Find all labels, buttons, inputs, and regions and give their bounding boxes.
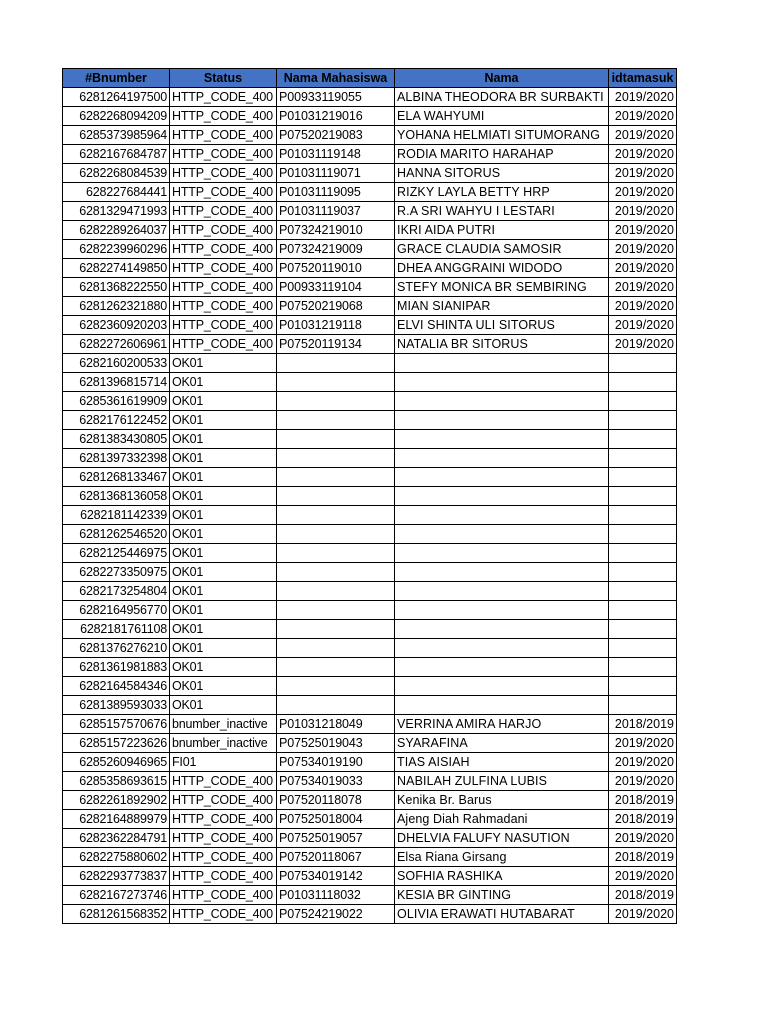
cell-nama[interactable]: NABILAH ZULFINA LUBIS <box>395 772 609 791</box>
table-row <box>63 791 677 810</box>
cell-bnumber[interactable]: 6282164584346 <box>63 677 170 696</box>
cell-status[interactable]: HTTP_CODE_400 <box>170 278 277 297</box>
table-row <box>63 525 677 544</box>
cell-bnumber[interactable]: 6281262321880 <box>63 297 170 316</box>
cell-idtamasuk[interactable] <box>609 563 677 582</box>
cell-bnumber[interactable]: 6281262546520 <box>63 525 170 544</box>
cell-status[interactable]: HTTP_CODE_400 <box>170 221 277 240</box>
cell-status[interactable]: HTTP_CODE_400 <box>170 240 277 259</box>
cell-bnumber[interactable]: 6285361619909 <box>63 392 170 411</box>
cell-status[interactable]: HTTP_CODE_400 <box>170 772 277 791</box>
cell-nama[interactable]: R.A SRI WAHYU I LESTARI <box>395 202 609 221</box>
cell-idtamasuk[interactable]: 2019/2020 <box>609 278 677 297</box>
cell-status[interactable]: OK01 <box>170 544 277 563</box>
cell-idtamasuk[interactable] <box>609 487 677 506</box>
cell-bnumber[interactable]: 6281397332398 <box>63 449 170 468</box>
table-row <box>63 829 677 848</box>
cell-idtamasuk[interactable] <box>609 544 677 563</box>
cell-nama[interactable] <box>395 411 609 430</box>
table-row <box>63 316 677 335</box>
table-row <box>63 259 677 278</box>
cell-bnumber[interactable]: 6282164889979 <box>63 810 170 829</box>
cell-nama[interactable] <box>395 525 609 544</box>
cell-nama-mahasiswa[interactable]: P07520118067 <box>277 848 395 867</box>
cell-idtamasuk[interactable]: 2019/2020 <box>609 126 677 145</box>
cell-nama-mahasiswa[interactable]: P07324219010 <box>277 221 395 240</box>
cell-idtamasuk[interactable] <box>609 392 677 411</box>
cell-idtamasuk[interactable] <box>609 468 677 487</box>
cell-nama-mahasiswa[interactable] <box>277 544 395 563</box>
cell-idtamasuk[interactable]: 2019/2020 <box>609 259 677 278</box>
cell-nama[interactable] <box>395 506 609 525</box>
table-row <box>63 772 677 791</box>
cell-bnumber[interactable]: 6281389593033 <box>63 696 170 715</box>
table-row <box>63 620 677 639</box>
table-row <box>63 886 677 905</box>
cell-nama-mahasiswa[interactable]: P01031219118 <box>277 316 395 335</box>
table-row <box>63 582 677 601</box>
cell-status[interactable]: OK01 <box>170 525 277 544</box>
cell-bnumber[interactable]: 6285157570676 <box>63 715 170 734</box>
cell-bnumber[interactable]: 6282362284791 <box>63 829 170 848</box>
cell-nama[interactable]: VERRINA AMIRA HARJO <box>395 715 609 734</box>
cell-bnumber[interactable]: 6281376276210 <box>63 639 170 658</box>
cell-idtamasuk[interactable] <box>609 506 677 525</box>
cell-bnumber[interactable]: 6281383430805 <box>63 430 170 449</box>
table-row <box>63 107 677 126</box>
cell-nama-mahasiswa[interactable]: P01031118032 <box>277 886 395 905</box>
cell-status[interactable]: OK01 <box>170 392 277 411</box>
header-row <box>63 69 677 88</box>
cell-status[interactable]: OK01 <box>170 658 277 677</box>
table-row <box>63 563 677 582</box>
header-status[interactable]: Status <box>170 69 277 88</box>
cell-nama-mahasiswa[interactable]: P00933119055 <box>277 88 395 107</box>
cell-nama-mahasiswa[interactable] <box>277 582 395 601</box>
table-row <box>63 506 677 525</box>
cell-nama[interactable] <box>395 430 609 449</box>
cell-nama-mahasiswa[interactable] <box>277 696 395 715</box>
cell-idtamasuk[interactable]: 2019/2020 <box>609 88 677 107</box>
cell-idtamasuk[interactable]: 2019/2020 <box>609 753 677 772</box>
cell-nama[interactable]: TIAS AISIAH <box>395 753 609 772</box>
table-row <box>63 221 677 240</box>
cell-bnumber[interactable]: 6281261568352 <box>63 905 170 924</box>
cell-idtamasuk[interactable] <box>609 696 677 715</box>
cell-nama-mahasiswa[interactable] <box>277 354 395 373</box>
cell-bnumber[interactable]: 6282272606961 <box>63 335 170 354</box>
table-row <box>63 145 677 164</box>
cell-nama-mahasiswa[interactable] <box>277 373 395 392</box>
table-row <box>63 810 677 829</box>
cell-nama-mahasiswa[interactable]: P07520119010 <box>277 259 395 278</box>
cell-bnumber[interactable]: 6282274149850 <box>63 259 170 278</box>
cell-idtamasuk[interactable] <box>609 449 677 468</box>
table-row <box>63 639 677 658</box>
cell-status[interactable]: OK01 <box>170 373 277 392</box>
cell-nama[interactable] <box>395 601 609 620</box>
cell-nama-mahasiswa[interactable]: P01031119071 <box>277 164 395 183</box>
cell-nama-mahasiswa[interactable] <box>277 392 395 411</box>
table-row <box>63 373 677 392</box>
cell-bnumber[interactable]: 6282293773837 <box>63 867 170 886</box>
cell-nama-mahasiswa[interactable]: P01031218049 <box>277 715 395 734</box>
cell-idtamasuk[interactable] <box>609 658 677 677</box>
cell-nama[interactable] <box>395 449 609 468</box>
cell-nama[interactable]: NATALIA BR SITORUS <box>395 335 609 354</box>
cell-nama[interactable]: YOHANA HELMIATI SITUMORANG <box>395 126 609 145</box>
cell-nama-mahasiswa[interactable] <box>277 639 395 658</box>
data-table <box>62 68 677 924</box>
cell-bnumber[interactable]: 6285157223626 <box>63 734 170 753</box>
cell-bnumber[interactable]: 6282125446975 <box>63 544 170 563</box>
cell-nama[interactable]: ELVI SHINTA ULI SITORUS <box>395 316 609 335</box>
table-row <box>63 88 677 107</box>
cell-nama-mahasiswa[interactable] <box>277 563 395 582</box>
cell-nama[interactable]: GRACE CLAUDIA SAMOSIR <box>395 240 609 259</box>
cell-nama[interactable] <box>395 487 609 506</box>
cell-status[interactable]: OK01 <box>170 601 277 620</box>
cell-nama-mahasiswa[interactable] <box>277 506 395 525</box>
cell-nama-mahasiswa[interactable]: P07534019142 <box>277 867 395 886</box>
cell-status[interactable]: HTTP_CODE_400 <box>170 886 277 905</box>
cell-idtamasuk[interactable]: 2019/2020 <box>609 202 677 221</box>
cell-bnumber[interactable]: 628227684441 <box>63 183 170 202</box>
cell-nama-mahasiswa[interactable]: P07324219009 <box>277 240 395 259</box>
cell-nama[interactable]: ELA WAHYUMI <box>395 107 609 126</box>
cell-idtamasuk[interactable]: 2019/2020 <box>609 240 677 259</box>
cell-bnumber[interactable]: 6282181142339 <box>63 506 170 525</box>
cell-idtamasuk[interactable] <box>609 601 677 620</box>
cell-idtamasuk[interactable] <box>609 620 677 639</box>
cell-status[interactable]: bnumber_inactive <box>170 715 277 734</box>
table-row <box>63 487 677 506</box>
cell-status[interactable]: OK01 <box>170 354 277 373</box>
table-body <box>63 88 677 924</box>
table-row <box>63 183 677 202</box>
cell-status[interactable]: HTTP_CODE_400 <box>170 335 277 354</box>
cell-nama-mahasiswa[interactable] <box>277 487 395 506</box>
cell-nama[interactable] <box>395 582 609 601</box>
cell-bnumber[interactable]: 6282164956770 <box>63 601 170 620</box>
cell-nama[interactable]: Kenika Br. Barus <box>395 791 609 810</box>
cell-nama[interactable]: Ajeng Diah Rahmadani <box>395 810 609 829</box>
cell-nama[interactable] <box>395 354 609 373</box>
cell-nama[interactable] <box>395 373 609 392</box>
table-row <box>63 335 677 354</box>
cell-nama-mahasiswa[interactable] <box>277 411 395 430</box>
cell-nama-mahasiswa[interactable]: P07534019033 <box>277 772 395 791</box>
cell-idtamasuk[interactable]: 2019/2020 <box>609 183 677 202</box>
cell-nama[interactable]: SYARAFINA <box>395 734 609 753</box>
table-row <box>63 601 677 620</box>
cell-nama-mahasiswa[interactable]: P01031119148 <box>277 145 395 164</box>
cell-bnumber[interactable]: 6281361981883 <box>63 658 170 677</box>
cell-bnumber[interactable]: 6282268084539 <box>63 164 170 183</box>
cell-nama[interactable]: DHELVIA FALUFY NASUTION <box>395 829 609 848</box>
cell-nama-mahasiswa[interactable] <box>277 677 395 696</box>
cell-nama[interactable]: ALBINA THEODORA BR SURBAKTI <box>395 88 609 107</box>
table-row <box>63 240 677 259</box>
cell-bnumber[interactable]: 6282289264037 <box>63 221 170 240</box>
cell-nama-mahasiswa[interactable]: P07525019043 <box>277 734 395 753</box>
cell-status[interactable]: HTTP_CODE_400 <box>170 297 277 316</box>
table-row <box>63 696 677 715</box>
cell-nama[interactable] <box>395 392 609 411</box>
cell-nama[interactable]: KESIA BR GINTING <box>395 886 609 905</box>
cell-bnumber[interactable]: 6282360920203 <box>63 316 170 335</box>
cell-status[interactable]: HTTP_CODE_400 <box>170 259 277 278</box>
cell-nama-mahasiswa[interactable]: P00933119104 <box>277 278 395 297</box>
cell-nama-mahasiswa[interactable]: P07524219022 <box>277 905 395 924</box>
cell-bnumber[interactable]: 6281268133467 <box>63 468 170 487</box>
table-row <box>63 278 677 297</box>
cell-bnumber[interactable]: 6285358693615 <box>63 772 170 791</box>
table-row <box>63 449 677 468</box>
cell-nama[interactable]: IKRI AIDA PUTRI <box>395 221 609 240</box>
table-row <box>63 411 677 430</box>
cell-status[interactable]: HTTP_CODE_400 <box>170 848 277 867</box>
cell-bnumber[interactable]: 6281329471993 <box>63 202 170 221</box>
cell-nama-mahasiswa[interactable]: P07525018004 <box>277 810 395 829</box>
table-row <box>63 715 677 734</box>
cell-idtamasuk[interactable] <box>609 373 677 392</box>
cell-nama[interactable]: RIZKY LAYLA BETTY HRP <box>395 183 609 202</box>
cell-status[interactable]: HTTP_CODE_400 <box>170 316 277 335</box>
cell-nama-mahasiswa[interactable]: P07525019057 <box>277 829 395 848</box>
cell-status[interactable]: HTTP_CODE_400 <box>170 183 277 202</box>
cell-idtamasuk[interactable]: 2019/2020 <box>609 297 677 316</box>
cell-status[interactable]: OK01 <box>170 620 277 639</box>
cell-status[interactable]: OK01 <box>170 449 277 468</box>
cell-idtamasuk[interactable]: 2019/2020 <box>609 734 677 753</box>
cell-idtamasuk[interactable] <box>609 677 677 696</box>
cell-status[interactable]: FI01 <box>170 753 277 772</box>
cell-nama[interactable]: OLIVIA ERAWATI HUTABARAT <box>395 905 609 924</box>
cell-status[interactable]: HTTP_CODE_400 <box>170 145 277 164</box>
cell-idtamasuk[interactable]: 2019/2020 <box>609 905 677 924</box>
cell-status[interactable]: HTTP_CODE_400 <box>170 202 277 221</box>
cell-nama-mahasiswa[interactable]: P07534019190 <box>277 753 395 772</box>
cell-bnumber[interactable]: 6282176122452 <box>63 411 170 430</box>
cell-status[interactable]: OK01 <box>170 677 277 696</box>
cell-idtamasuk[interactable] <box>609 430 677 449</box>
table-row <box>63 430 677 449</box>
cell-idtamasuk[interactable] <box>609 354 677 373</box>
cell-bnumber[interactable]: 6282181761108 <box>63 620 170 639</box>
cell-nama[interactable] <box>395 639 609 658</box>
cell-idtamasuk[interactable]: 2018/2019 <box>609 848 677 867</box>
cell-status[interactable]: HTTP_CODE_400 <box>170 88 277 107</box>
cell-idtamasuk[interactable]: 2018/2019 <box>609 791 677 810</box>
cell-status[interactable]: HTTP_CODE_400 <box>170 829 277 848</box>
cell-idtamasuk[interactable]: 2019/2020 <box>609 867 677 886</box>
cell-bnumber[interactable]: 6282167684787 <box>63 145 170 164</box>
cell-nama[interactable] <box>395 696 609 715</box>
cell-nama[interactable]: Elsa Riana Girsang <box>395 848 609 867</box>
cell-idtamasuk[interactable] <box>609 582 677 601</box>
cell-nama-mahasiswa[interactable]: P07520219083 <box>277 126 395 145</box>
cell-nama[interactable] <box>395 468 609 487</box>
table-row <box>63 392 677 411</box>
cell-nama-mahasiswa[interactable]: P07520219068 <box>277 297 395 316</box>
cell-bnumber[interactable]: 6281368222550 <box>63 278 170 297</box>
header-nama-mahasiswa[interactable]: Nama Mahasiswa <box>277 69 395 88</box>
cell-nama-mahasiswa[interactable] <box>277 468 395 487</box>
cell-bnumber[interactable]: 6282275880602 <box>63 848 170 867</box>
cell-status[interactable]: HTTP_CODE_400 <box>170 867 277 886</box>
table-row <box>63 126 677 145</box>
cell-nama[interactable] <box>395 544 609 563</box>
cell-status[interactable]: OK01 <box>170 506 277 525</box>
cell-bnumber[interactable]: 6285373985964 <box>63 126 170 145</box>
cell-status[interactable]: HTTP_CODE_400 <box>170 810 277 829</box>
cell-nama-mahasiswa[interactable]: P01031219016 <box>277 107 395 126</box>
cell-nama[interactable]: RODIA MARITO HARAHAP <box>395 145 609 164</box>
table-row <box>63 202 677 221</box>
cell-idtamasuk[interactable]: 2019/2020 <box>609 829 677 848</box>
cell-bnumber[interactable]: 6281368136058 <box>63 487 170 506</box>
cell-idtamasuk[interactable]: 2019/2020 <box>609 221 677 240</box>
cell-nama[interactable] <box>395 563 609 582</box>
cell-nama-mahasiswa[interactable]: P01031119037 <box>277 202 395 221</box>
header-bnumber[interactable]: #Bnumber <box>63 69 170 88</box>
cell-bnumber[interactable]: 6281396815714 <box>63 373 170 392</box>
cell-nama-mahasiswa[interactable] <box>277 525 395 544</box>
cell-status[interactable]: OK01 <box>170 468 277 487</box>
cell-bnumber[interactable]: 6282167273746 <box>63 886 170 905</box>
table-row <box>63 867 677 886</box>
cell-status[interactable]: OK01 <box>170 411 277 430</box>
cell-nama-mahasiswa[interactable]: P07520119134 <box>277 335 395 354</box>
cell-nama-mahasiswa[interactable]: P01031119095 <box>277 183 395 202</box>
cell-idtamasuk[interactable]: 2018/2019 <box>609 810 677 829</box>
table-row <box>63 354 677 373</box>
cell-bnumber[interactable]: 6282273350975 <box>63 563 170 582</box>
cell-bnumber[interactable]: 6282160200533 <box>63 354 170 373</box>
cell-idtamasuk[interactable]: 2019/2020 <box>609 145 677 164</box>
table-row <box>63 753 677 772</box>
cell-status[interactable]: OK01 <box>170 582 277 601</box>
cell-nama[interactable] <box>395 658 609 677</box>
cell-idtamasuk[interactable] <box>609 639 677 658</box>
cell-idtamasuk[interactable]: 2018/2019 <box>609 886 677 905</box>
cell-nama[interactable]: HANNA SITORUS <box>395 164 609 183</box>
cell-nama-mahasiswa[interactable] <box>277 658 395 677</box>
cell-nama[interactable] <box>395 677 609 696</box>
cell-status[interactable]: OK01 <box>170 563 277 582</box>
cell-nama-mahasiswa[interactable] <box>277 430 395 449</box>
cell-bnumber[interactable]: 6282173254804 <box>63 582 170 601</box>
cell-status[interactable]: HTTP_CODE_400 <box>170 164 277 183</box>
cell-nama[interactable]: SOFHIA RASHIKA <box>395 867 609 886</box>
header-nama[interactable]: Nama <box>395 69 609 88</box>
cell-nama[interactable]: MIAN SIANIPAR <box>395 297 609 316</box>
cell-status[interactable]: OK01 <box>170 430 277 449</box>
cell-nama[interactable]: DHEA ANGGRAINI WIDODO <box>395 259 609 278</box>
table-row <box>63 468 677 487</box>
cell-idtamasuk[interactable]: 2019/2020 <box>609 316 677 335</box>
cell-bnumber[interactable]: 6285260946965 <box>63 753 170 772</box>
cell-idtamasuk[interactable]: 2019/2020 <box>609 335 677 354</box>
cell-status[interactable]: OK01 <box>170 696 277 715</box>
cell-idtamasuk[interactable]: 2019/2020 <box>609 772 677 791</box>
cell-status[interactable]: HTTP_CODE_400 <box>170 107 277 126</box>
header-idtamasuk[interactable]: idtamasuk <box>609 69 677 88</box>
cell-bnumber[interactable]: 6282239960296 <box>63 240 170 259</box>
cell-status[interactable]: HTTP_CODE_400 <box>170 791 277 810</box>
cell-status[interactable]: bnumber_inactive <box>170 734 277 753</box>
table-row <box>63 734 677 753</box>
cell-status[interactable]: HTTP_CODE_400 <box>170 126 277 145</box>
table-row <box>63 658 677 677</box>
cell-nama[interactable] <box>395 620 609 639</box>
cell-status[interactable]: OK01 <box>170 487 277 506</box>
table-row <box>63 544 677 563</box>
cell-bnumber[interactable]: 6281264197500 <box>63 88 170 107</box>
cell-idtamasuk[interactable]: 2019/2020 <box>609 107 677 126</box>
cell-idtamasuk[interactable]: 2019/2020 <box>609 164 677 183</box>
cell-idtamasuk[interactable] <box>609 525 677 544</box>
cell-nama-mahasiswa[interactable] <box>277 601 395 620</box>
cell-nama-mahasiswa[interactable] <box>277 620 395 639</box>
cell-bnumber[interactable]: 6282268094209 <box>63 107 170 126</box>
cell-status[interactable]: HTTP_CODE_400 <box>170 905 277 924</box>
table-row <box>63 677 677 696</box>
table-row <box>63 297 677 316</box>
table-row <box>63 905 677 924</box>
cell-bnumber[interactable]: 6282261892902 <box>63 791 170 810</box>
table-row <box>63 848 677 867</box>
cell-idtamasuk[interactable] <box>609 411 677 430</box>
cell-idtamasuk[interactable]: 2018/2019 <box>609 715 677 734</box>
cell-nama-mahasiswa[interactable] <box>277 449 395 468</box>
cell-status[interactable]: OK01 <box>170 639 277 658</box>
cell-nama[interactable]: STEFY MONICA BR SEMBIRING <box>395 278 609 297</box>
cell-nama-mahasiswa[interactable]: P07520118078 <box>277 791 395 810</box>
table-row <box>63 164 677 183</box>
